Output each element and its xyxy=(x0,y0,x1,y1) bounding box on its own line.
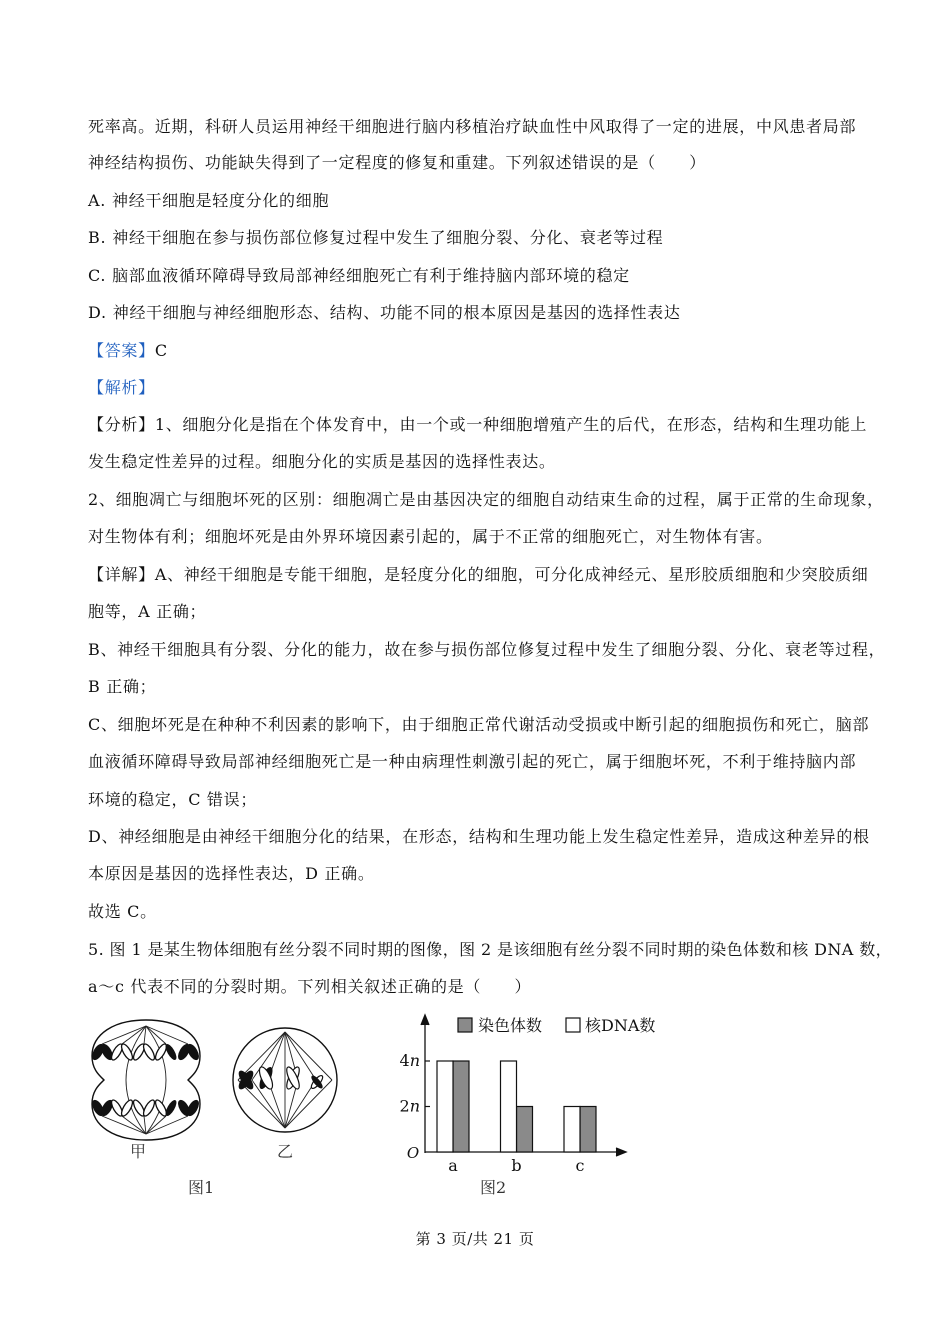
bar-chromosome-b xyxy=(517,1107,533,1153)
explanation-tag: 【解析】 xyxy=(88,378,155,397)
detail-text-1: A、神经干细胞是专能干细胞，是轻度分化的细胞，可分化成神经元、星形胶质细胞和少突胶质细 xyxy=(154,565,869,584)
option-d xyxy=(88,303,681,323)
detail-line-9: 本原因是基因的选择性表达，D 正确。 xyxy=(88,864,375,883)
chart-categories xyxy=(448,1156,584,1175)
x-category-label-b: b xyxy=(511,1156,522,1175)
option-a-text: 神经干细胞是轻度分化的细胞 xyxy=(112,191,330,210)
detail-line-7: 环境的稳定，C 错误； xyxy=(88,790,258,809)
option-b xyxy=(88,228,663,248)
bar-chromosome-a xyxy=(453,1061,469,1152)
option-d-label: D. xyxy=(88,303,107,322)
cell-jia-membrane xyxy=(92,1020,200,1140)
legend-swatch-dna xyxy=(566,1018,580,1032)
legend-label-dna: 核DNA数 xyxy=(585,1016,656,1035)
figure-1-drawing xyxy=(88,1012,338,1152)
origin-label: O xyxy=(406,1144,420,1162)
analysis-text-1: 1、细胞分化是指在个体发育中，由一个或一种细胞增殖产生的后代，在形态，结构和生理功能上 xyxy=(154,415,868,434)
q4-stem-line-2: 神经结构损伤、功能缺失得到了一定程度的修复和重建。下列叙述错误的是（ ） xyxy=(88,153,706,172)
cell-label-yi: 乙 xyxy=(277,1142,294,1161)
legend-swatch-chromosome xyxy=(458,1018,472,1032)
detail-line-4: B 正确； xyxy=(88,677,157,696)
q4-stem-line-1: 死率高。近期，科研人员运用神经干细胞进行脑内移植治疗缺血性中风取得了一定的进展，中风患者局部 xyxy=(88,117,857,136)
analysis-line-4: 对生物体有利；细胞坏死是由外界环境因素引起的，属于不正常的细胞死亡，对生物体有害。 xyxy=(88,527,773,546)
bar-dna-c xyxy=(564,1107,580,1153)
detail-tag: 【详解】 xyxy=(88,565,155,584)
figure-2-chart xyxy=(390,1005,680,1180)
bar-dna-b xyxy=(501,1061,517,1152)
analysis-tag: 【分析】 xyxy=(88,415,155,434)
chart-legend xyxy=(458,1016,655,1035)
q5-stem-line-2: a～c 代表不同的分裂时期。下列相关叙述正确的是（ ） xyxy=(88,977,532,996)
x-category-label-c: c xyxy=(575,1156,585,1175)
x-category-label-a: a xyxy=(448,1156,458,1175)
detail-line-8: D、神经细胞是由神经干细胞分化的结果，在形态，结构和生理功能上发生稳定性差异，造成这种差异的根 xyxy=(88,827,870,846)
chart-bars xyxy=(437,1061,596,1152)
option-c-label: C. xyxy=(88,266,107,285)
y-axis-arrow xyxy=(421,1015,429,1025)
cell-yi xyxy=(233,1028,337,1132)
option-d-text: 神经干细胞与神经细胞形态、结构、功能不同的根本原因是基因的选择性表达 xyxy=(112,303,681,322)
option-b-label: B. xyxy=(88,228,107,247)
analysis-line-3: 2、细胞凋亡与细胞坏死的区别：细胞凋亡是由基因决定的细胞自动结束生命的过程，属于正常的生命现象， xyxy=(88,490,884,509)
x-axis-arrow xyxy=(616,1148,626,1156)
answer-tag: 【答案】 xyxy=(88,341,155,360)
bar-chromosome-c xyxy=(580,1107,596,1153)
legend-label-chromosome: 染色体数 xyxy=(478,1016,543,1035)
option-a-label: A. xyxy=(88,191,107,210)
figure-2-caption: 图2 xyxy=(480,1178,507,1197)
conclusion: 故选 C。 xyxy=(88,902,157,921)
detail-line-1 xyxy=(88,565,868,585)
y-tick-label-2n: 2n xyxy=(399,1096,420,1116)
detail-line-3: B、神经干细胞具有分裂、分化的能力，故在参与损伤部位修复过程中发生了细胞分裂、分化、衰老等过程， xyxy=(88,640,886,659)
detail-line-2: 胞等，A 正确； xyxy=(88,602,207,621)
figure-1-caption: 图1 xyxy=(188,1178,215,1197)
q5-stem-line-1: 5. 图 1 是某生物体细胞有丝分裂不同时期的图像，图 2 是该细胞有丝分裂不同时期的染色体数和核 DNA 数， xyxy=(88,940,893,959)
cell-label-jia: 甲 xyxy=(130,1142,147,1161)
y-tick-label-4n: 4n xyxy=(399,1051,420,1070)
analysis-line-2: 发生稳定性差异的过程。细胞分化的实质是基因的选择性表达。 xyxy=(88,452,556,471)
page-footer: 第 3 页/共 21 页 xyxy=(415,1230,535,1248)
answer-value: C xyxy=(154,341,168,360)
analysis-line-1 xyxy=(88,415,867,435)
option-b-text: 神经干细胞在参与损伤部位修复过程中发生了细胞分裂、分化、衰老等过程 xyxy=(112,228,664,247)
cell-jia xyxy=(90,1020,202,1140)
bar-dna-a xyxy=(437,1061,453,1152)
detail-line-5: C、细胞坏死是在种种不利因素的影响下，由于细胞正常代谢活动受损或中断引起的细胞损伤和死亡，脑部 xyxy=(88,715,870,734)
answer-line xyxy=(88,341,168,361)
option-a xyxy=(88,191,329,211)
detail-line-6: 血液循环障碍导致局部神经细胞死亡是一种由病理性刺激引起的死亡，属于细胞坏死，不利于维持脑内部 xyxy=(88,752,857,771)
option-c xyxy=(88,266,630,286)
option-c-text: 脑部血液循环障碍导致局部神经细胞死亡有利于维持脑内部环境的稳定 xyxy=(112,266,630,285)
